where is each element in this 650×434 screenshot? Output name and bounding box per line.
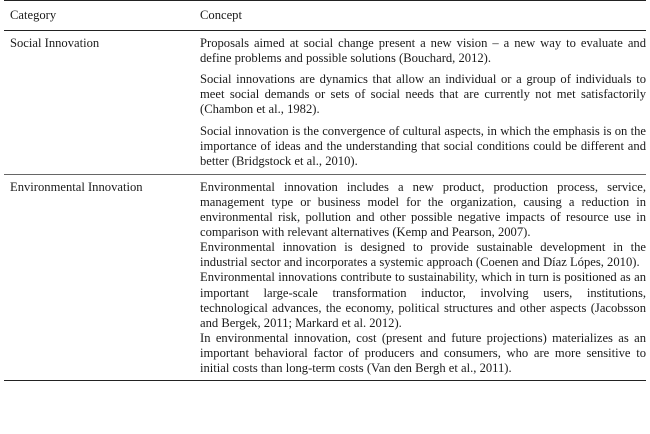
header-category: Category (4, 1, 190, 31)
concept-paragraph: Environmental innovation is designed to provide sustainable development in the industrial sector and incorporates a systemic approach (Coenen and Díaz Lópes, 2010). (200, 240, 646, 270)
concept-paragraph: Proposals aimed at social change present a new vision – a new way to evaluate and define problems and possible solutions (Bouchard, 2012). (200, 36, 646, 66)
concept-paragraph: Social innovation is the convergence of cultural aspects, in which the emphasis is on the importance of ideas and the understanding that social conditions could be different and better (Bridgstock et al., 2010). (200, 123, 646, 168)
table-row-social-innovation (4, 31, 646, 175)
category-cell-social-innovation: Social Innovation (10, 36, 100, 51)
concept-cell-environmental-innovation (190, 174, 646, 380)
concept-cell-social-innovation (190, 31, 646, 175)
header-concept: Concept (190, 1, 646, 31)
table-header-row (4, 1, 646, 31)
concept-paragraph: Social innovations are dynamics that allow an individual or a group of individuals to meet social demands or sets of social needs that are currently not met satisfactorily (Chambon et al., 1982). (200, 72, 646, 117)
innovation-concepts-table (4, 0, 646, 381)
concept-paragraph: Environmental innovations contribute to sustainability, which in turn is positioned as an important large-scale transformation inductor, involving users, institutions, technological advances, the economy, political structures and other aspects (Jacobsson and Bergek, 2011; Markard et al. 2012). (200, 270, 646, 330)
concept-paragraph: In environmental innovation, cost (present and future projections) materializes as an important behavioral factor of producers and consumers, who are more sensitive to initial costs than long-term costs (Van den Bergh et al., 2011). (200, 330, 646, 375)
table-row-environmental-innovation (4, 174, 646, 380)
category-cell-environmental-innovation: Environmental Innovation (4, 174, 190, 380)
concept-paragraph: Environmental innovation includes a new product, production process, service, management type or business model for the organization, causing a reduction in environmental risk, pollution and other possible negative impacts of resource use in comparison with relevant alternatives (Kemp and Pearson, 2007). (200, 179, 646, 240)
